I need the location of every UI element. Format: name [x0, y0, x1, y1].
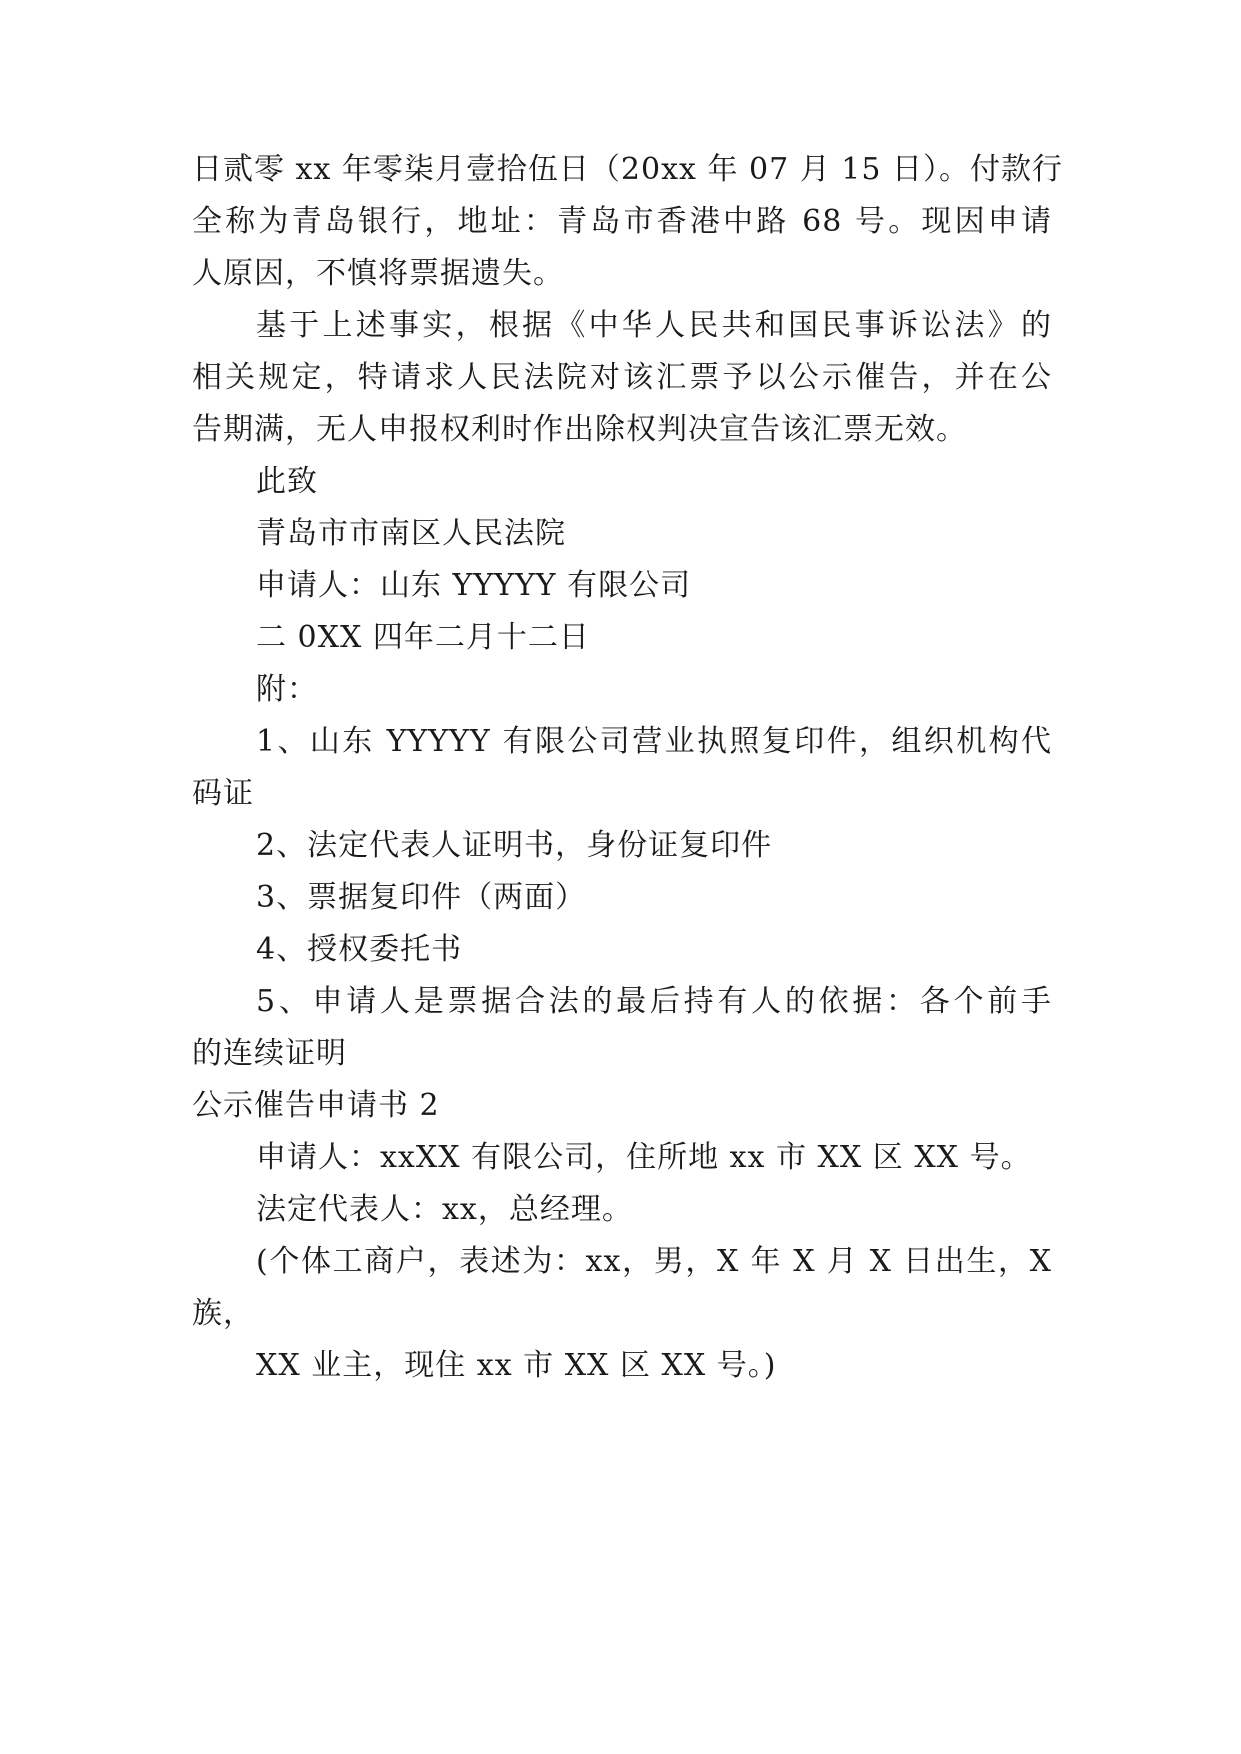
paragraph-line: 日贰零 xx 年零柒月壹拾伍日（20xx 年 07 月 15 日）。付款行 [192, 152, 1063, 187]
signature-date: 二 0XX 四年二月十二日 [256, 620, 590, 655]
paragraph-line: 申请人：xxXX 有限公司，住所地 xx 市 XX 区 XX 号。 [256, 1140, 1032, 1175]
attachment-item-cont: 的连续证明 [192, 1036, 347, 1071]
paragraph-line: 族， [192, 1296, 254, 1331]
paragraph-line: 基于上述事实，根据《中华人民共和国民事诉讼法》的 [256, 308, 1052, 343]
attachment-item: 4、授权委托书 [256, 932, 463, 967]
attachment-item: 3、票据复印件（两面） [256, 880, 587, 915]
paragraph-line: XX 业主，现住 xx 市 XX 区 XX 号。) [256, 1348, 777, 1383]
applicant-signature: 申请人：山东 YYYYY 有限公司 [256, 568, 692, 603]
attachment-item: 2、法定代表人证明书，身份证复印件 [256, 828, 773, 863]
paragraph-line: 人原因，不慎将票据遗失。 [192, 256, 564, 291]
salutation: 此致 [256, 464, 318, 499]
paragraph-line: 法定代表人：xx，总经理。 [256, 1192, 633, 1227]
paragraph-line: 相关规定，特请求人民法院对该汇票予以公示催告，并在公 [192, 360, 1052, 395]
section-title: 公示催告申请书 2 [192, 1088, 440, 1123]
attachments-heading: 附： [256, 672, 318, 707]
paragraph-line: 告期满，无人申报权利时作出除权判决宣告该汇票无效。 [192, 412, 967, 447]
paragraph-line: 全称为青岛银行，地址：青岛市香港中路 68 号。现因申请 [192, 204, 1052, 239]
attachment-item: 5、申请人是票据合法的最后持有人的依据：各个前手 [256, 984, 1052, 1019]
paragraph-line: (个体工商户，表述为：xx，男，X 年 X 月 X 日出生，X [256, 1244, 1052, 1279]
recipient-court: 青岛市市南区人民法院 [256, 516, 566, 551]
attachment-item: 1、山东 YYYYY 有限公司营业执照复印件，组织机构代 [256, 724, 1052, 759]
attachment-item-cont: 码证 [192, 776, 254, 811]
